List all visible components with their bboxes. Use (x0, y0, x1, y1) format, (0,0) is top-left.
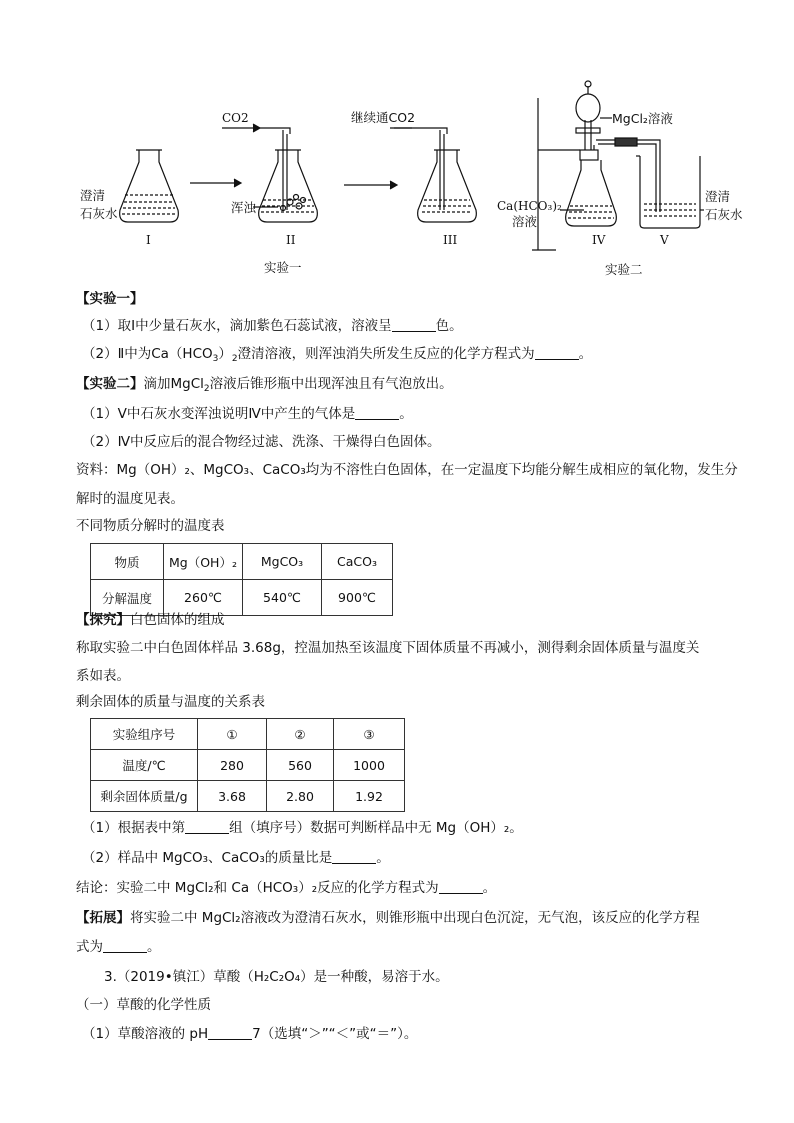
table1-title: 不同物质分解时的温度表 (76, 518, 225, 534)
question-1: （1）根据表中第 组（填序号）数据可判断样品中无 Mg（OH）₂。 (82, 820, 523, 836)
explore-line-1: 称取实验二中白色固体样品 3.68g，控温加热至该温度下固体质量不再减小，测得剩余固体质量与温度关 (76, 640, 700, 656)
beaker-5 (636, 156, 704, 228)
table-cell: 540℃ (243, 580, 322, 616)
apparatus-4 (532, 81, 660, 250)
roman-5: V (660, 233, 669, 247)
exp1-q1: （1）取Ⅰ中少量石灰水，滴加紫色石蕊试液，溶液呈 色。 (82, 318, 463, 334)
conclusion: 结论：实验二中 MgCl₂和 Ca（HCO₃）₂反应的化学方程式为 。 (76, 880, 497, 896)
exp1-q2: （2）Ⅱ中为$Ca(HCO_3)_2$澄清溶液，则浑浊消失所发生反应的化学方程式为 。 (82, 346, 593, 364)
problem3-q1: （1）草酸溶液的 pH 7（选填“＞”“＜”或“＝”）。 (82, 1026, 418, 1042)
label-cahco3-1: Ca(HCO₃)₂ (497, 199, 562, 213)
label-continue-co2: 继续通CO2 (351, 110, 416, 125)
explore-line-2: 系如表。 (76, 668, 130, 684)
table-header: ② (267, 719, 334, 750)
exp2-q1: （1）Ⅴ中石灰水变浑浊说明Ⅳ中产生的气体是 。 (82, 406, 413, 422)
label-clear-lime-r1: 澄清 (705, 189, 731, 204)
roman-1: I (146, 233, 151, 247)
experiment-figure (0, 0, 794, 290)
info-line-1: 资料：Mg（OH）₂、MgCO₃、CaCO₃均为不溶性白色固体，在一定温度下均能分解生成相应的氧化物，发生分 (76, 462, 738, 478)
table-cell: 280 (198, 750, 267, 781)
answer-blank[interactable] (208, 1025, 252, 1040)
table-cell: 560 (267, 750, 334, 781)
answer-blank[interactable] (392, 317, 436, 332)
explore-heading: 【探究】白色固体的组成 (76, 612, 225, 628)
table-cell: 900℃ (322, 580, 393, 616)
label-co2: CO2 (222, 111, 249, 125)
table2-title: 剩余固体的质量与温度的关系表 (76, 694, 265, 710)
table-header: MgCO₃ (243, 544, 322, 580)
label-clear-lime-r2: 石灰水 (705, 207, 743, 222)
label-cahco3-2: 溶液 (512, 214, 538, 229)
flask-2 (253, 128, 317, 222)
info-line-2: 解时的温度见表。 (76, 491, 184, 507)
table-header: CaCO₃ (322, 544, 393, 580)
table-cell: 分解温度 (91, 580, 164, 616)
roman-4: IV (592, 233, 606, 247)
answer-blank[interactable] (332, 849, 376, 864)
label-clear-lime-1: 澄清 (80, 188, 106, 203)
label-turbid: 浑浊 (231, 200, 257, 215)
table-header: ③ (334, 719, 405, 750)
problem3-intro: 3.（2019•镇江）草酸（H₂C₂O₄）是一种酸，易溶于水。 (104, 969, 449, 985)
table-header: ① (198, 719, 267, 750)
table-header: 实验组序号 (91, 719, 198, 750)
answer-blank[interactable] (439, 879, 483, 894)
residual-mass-table (90, 718, 405, 812)
table-header: Mg（OH）₂ (164, 544, 243, 580)
label-mgcl2: MgCl₂溶液 (612, 111, 673, 126)
roman-3: III (443, 233, 458, 247)
caption-exp1: 实验一 (264, 260, 302, 275)
problem3-section: （一）草酸的化学性质 (76, 997, 211, 1013)
exp2-q2: （2）Ⅳ中反应后的混合物经过滤、洗涤、干燥得白色固体。 (82, 434, 441, 450)
answer-blank[interactable] (103, 938, 147, 953)
extension-line-2: 式为 。 (76, 939, 161, 955)
exp1-heading: 【实验一】 (76, 291, 144, 307)
table-cell: 剩余固体质量/g (91, 781, 198, 812)
flask-1 (120, 150, 179, 222)
table-cell: 1.92 (334, 781, 405, 812)
flask-3 (390, 128, 476, 222)
question-2: （2）样品中 MgCO₃、CaCO₃的质量比是 。 (82, 850, 390, 866)
exp2-intro: 【实验二】滴加MgCl$_2$溶液后锥形瓶中出现浑浊且有气泡放出。 (76, 376, 453, 394)
table-cell: 1000 (334, 750, 405, 781)
table-header: 物质 (91, 544, 164, 580)
table-cell: 3.68 (198, 781, 267, 812)
roman-2: II (286, 233, 296, 247)
label-clear-lime-2: 石灰水 (80, 206, 118, 221)
table-cell: 温度/℃ (91, 750, 198, 781)
extension-line-1: 【拓展】将实验二中 MgCl₂溶液改为澄清石灰水，则锥形瓶中出现白色沉淀，无气泡，该反应的化学方程 (76, 910, 700, 926)
answer-blank[interactable] (185, 819, 229, 834)
caption-exp2: 实验二 (605, 262, 643, 277)
table-cell: 2.80 (267, 781, 334, 812)
answer-blank[interactable] (535, 345, 579, 360)
table-cell: 260℃ (164, 580, 243, 616)
answer-blank[interactable] (355, 405, 399, 420)
decomposition-temp-table (90, 543, 393, 616)
